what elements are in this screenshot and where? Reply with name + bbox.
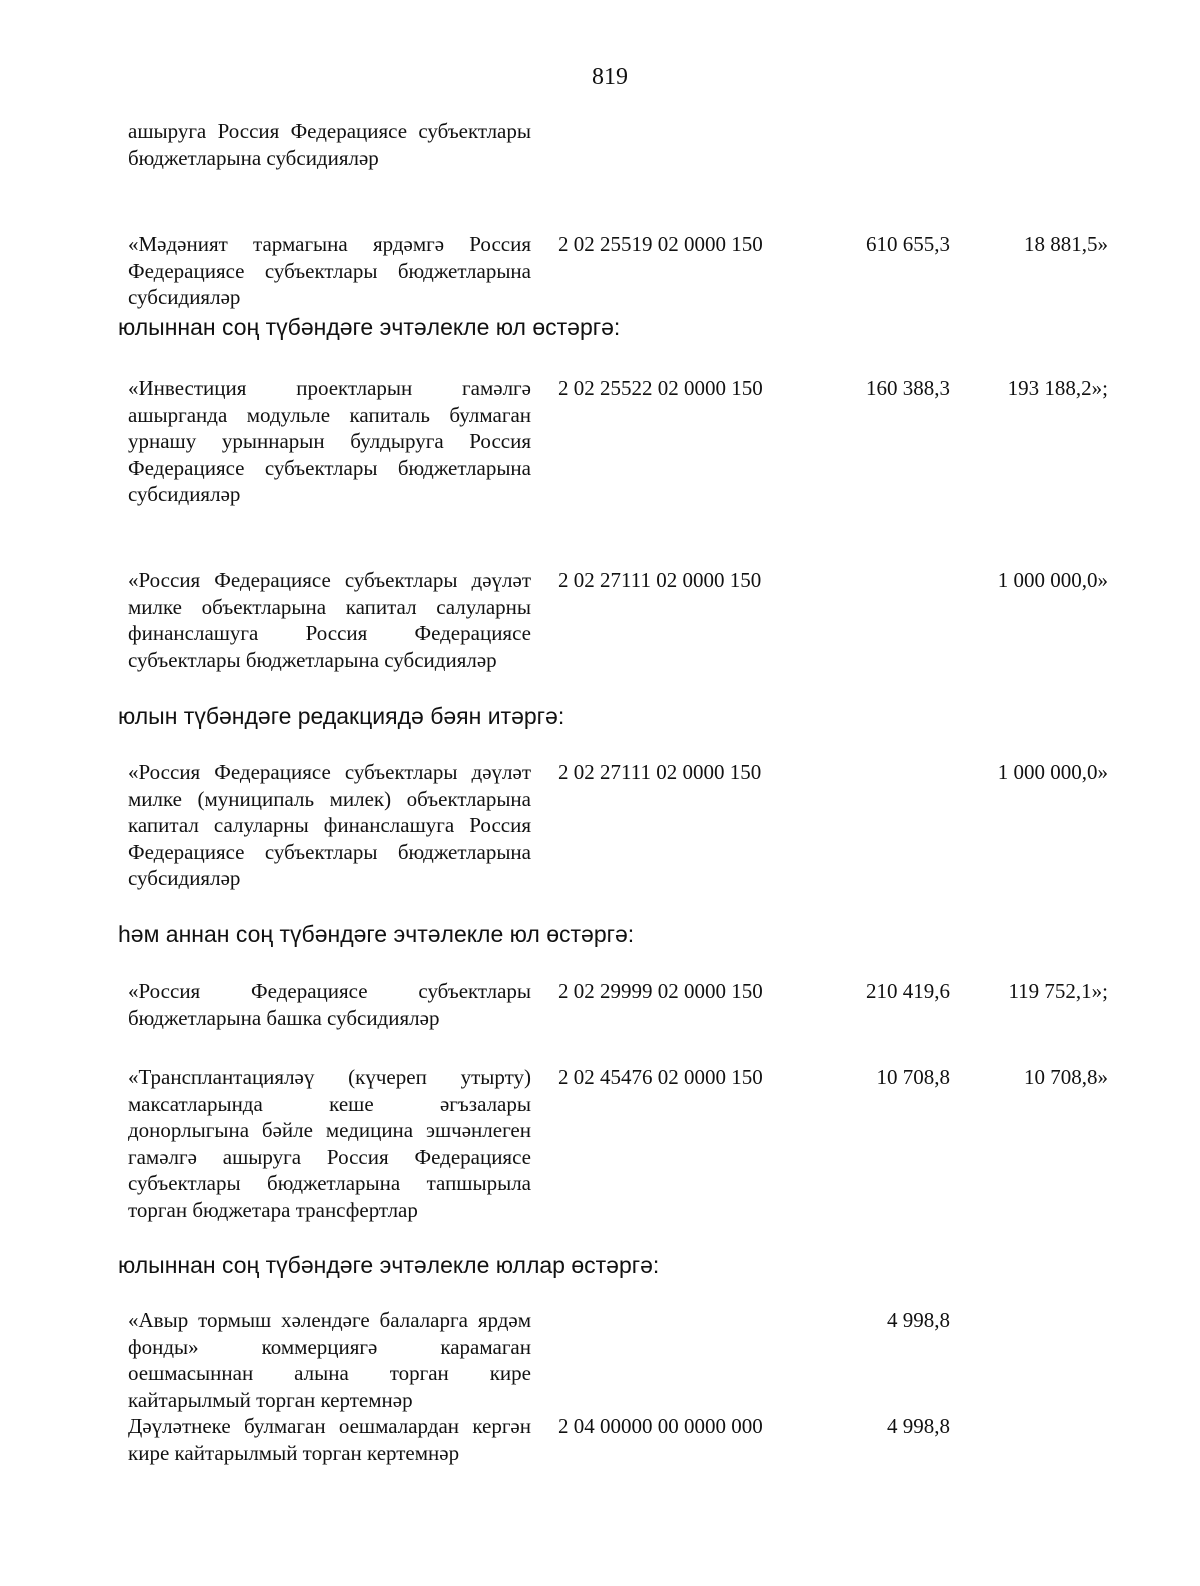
row-value-1: 210 419,6 [866,979,950,1003]
row-value-1: 10 708,8 [876,1065,950,1089]
row-description: «Россия Федерациясе субъектлары дәүләт милке объектларына капитал салуларны финанслашуга Россия Федерациясе субъектлары бюджетларына субсидияләр [128,568,531,672]
page-number: 819 [592,64,628,90]
row-description: ашыруга Россия Федерациясе субъектлары бюджетларына субсидияләр [128,119,531,170]
row-description: «Авыр тормыш хәлендәге балаларга ярдәм фонды» коммерциягә карамаган оешмасыннан алына торган кире кайтарылмый торган кертемнәр [128,1308,531,1412]
row-code: 2 02 27111 02 0000 150 [558,568,762,592]
instruction-text: юлыннан соң түбәндәге эчтәлекле юл өстәргә: [118,314,621,340]
row-value-2: 1 000 000,0» [997,568,1108,592]
row-code: 2 02 45476 02 0000 150 [558,1065,763,1089]
row-code: 2 02 29999 02 0000 150 [558,979,763,1003]
row-code: 2 02 25519 02 0000 150 [558,232,763,256]
row-code: 2 02 27111 02 0000 150 [558,760,762,784]
row-code: 2 02 25522 02 0000 150 [558,376,763,400]
row-description: «Россия Федерациясе субъектлары дәүләт милке (муниципаль милек) объектларына капитал салуларны финанслашуга Россия Федерациясе субъектлары бюджетларына субсидияләр [128,760,531,890]
row-description: «Россия Федерациясе субъектлары бюджетларына башка субсидияләр [128,979,531,1030]
row-value-1: 610 655,3 [866,232,950,256]
instruction-text: юлыннан соң түбәндәге эчтәлекле юллар өстәргә: [118,1252,660,1278]
row-value-2: 119 752,1»; [1008,979,1108,1003]
row-code: 2 04 00000 00 0000 000 [558,1414,763,1438]
row-value-1: 4 998,8 [887,1308,950,1332]
instruction-text: һәм аннан соң түбәндәге эчтәлекле юл өстәргә: [118,921,635,947]
row-value-1: 160 388,3 [866,376,950,400]
row-value-2: 1 000 000,0» [997,760,1108,784]
row-description: «Мәдәният тармагына ярдәмгә Россия Федерациясе субъектлары бюджетларына субсидияләр [128,232,531,309]
row-value-2: 18 881,5» [1024,232,1108,256]
instruction-text: юлын түбәндәге редакциядә бәян итәргә: [118,703,565,729]
row-description: «Трансплантацияләү (күчереп утырту) максатларында кеше әгъзалары донорлыгына бәйле медицина эшчәнлеген гамәлгә ашыруга Россия Федерациясе субъектлары бюджетларына тапшырыла торган бюджетара трансфертлар [128,1065,531,1222]
row-description: «Инвестиция проектларын гамәлгә ашырганда модульле капиталь булмаган урнашу урыннарын булдыруга Россия Федерациясе субъектлары бюджетларына субсидияләр [128,376,531,506]
row-value-2: 10 708,8» [1024,1065,1108,1089]
row-description: Дәүләтнеке булмаган оешмалардан кергән кире кайтарылмый торган кертемнәр [128,1414,531,1465]
row-value-2: 193 188,2»; [1007,376,1108,400]
row-value-1: 4 998,8 [887,1414,950,1438]
